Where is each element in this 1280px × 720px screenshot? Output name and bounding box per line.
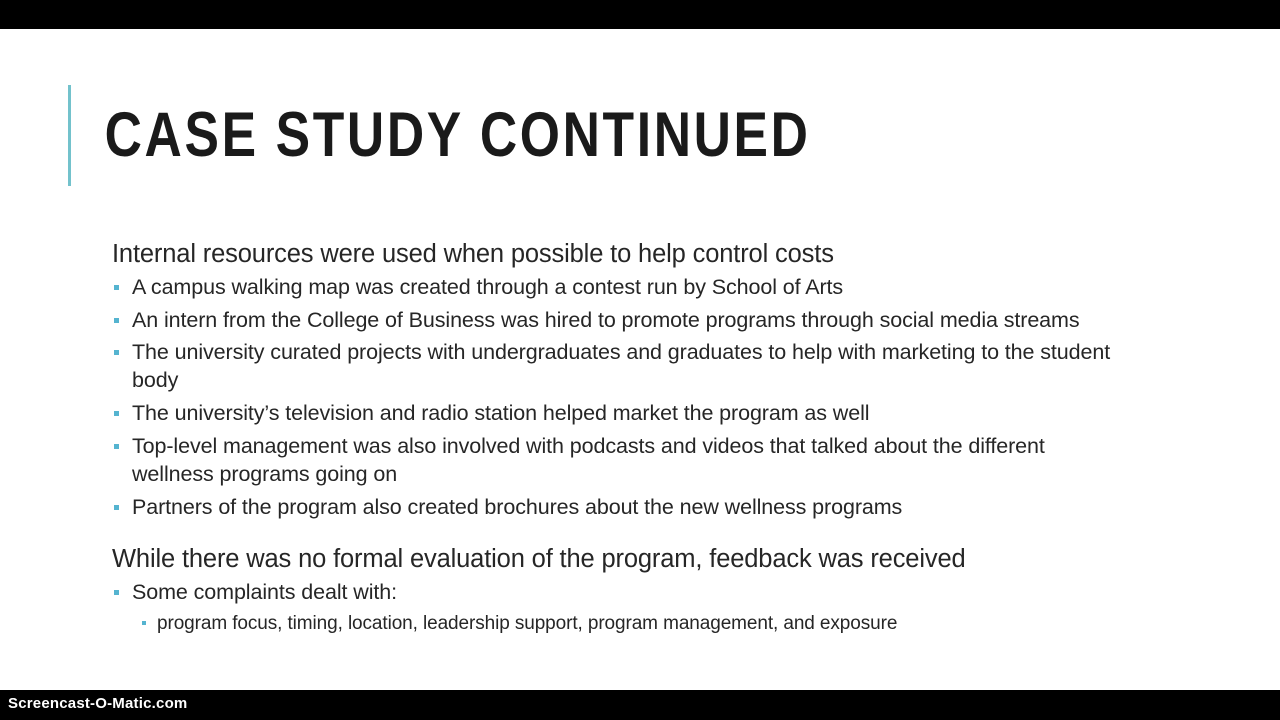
list-item: Partners of the program also created brochures about the new wellness programs <box>112 494 1112 522</box>
slide-title-block <box>68 85 973 186</box>
list-item: An intern from the College of Business was hired to promote programs through social media streams <box>112 307 1112 335</box>
bullet-list-1 <box>112 274 1112 523</box>
list-item: Top-level management was also involved with podcasts and videos that talked about the different wellness programs going on <box>112 433 1112 489</box>
section-heading-1: Internal resources were used when possible to help control costs <box>112 240 834 268</box>
bullet-list-2-sub <box>112 612 1112 637</box>
list-item: Some complaints dealt with: <box>112 579 1112 607</box>
list-item: The university curated projects with undergraduates and graduates to help with marketing to the student body <box>112 339 1112 395</box>
page-title: CASE STUDY CONTINUED <box>104 100 811 170</box>
list-item-sub: program focus, timing, location, leadership support, program management, and exposure <box>141 612 1112 637</box>
section-heading-2: While there was no formal evaluation of the program, feedback was received <box>112 545 966 574</box>
list-item: The university’s television and radio station helped market the program as well <box>112 400 1112 428</box>
list-item: A campus walking map was created through a contest run by School of Arts <box>112 274 1112 302</box>
presentation-slide <box>0 29 1280 690</box>
slide-body <box>112 240 1112 636</box>
letterbox-bar-bottom <box>0 690 1280 720</box>
screencast-watermark: Screencast-O-Matic.com <box>8 695 188 712</box>
bullet-list-2 <box>112 579 1112 607</box>
letterbox-bar-top <box>0 0 1280 29</box>
